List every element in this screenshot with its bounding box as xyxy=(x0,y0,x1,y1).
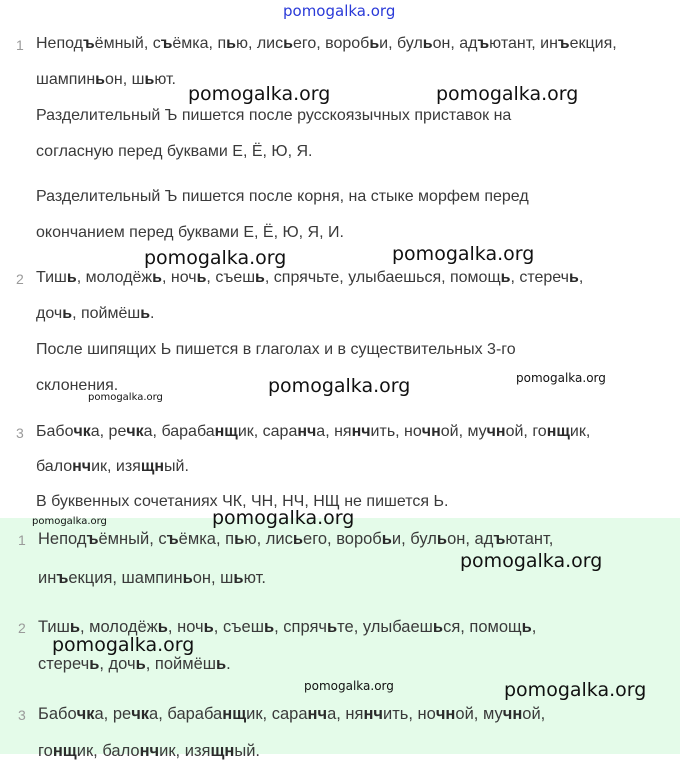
text-line: Неподъёмный, съёмка, пью, лисьего, воробьи, бульон, адъютант, инъекция, xyxy=(36,35,617,52)
item-number: 1 xyxy=(18,532,26,548)
watermark: pomogalka.org xyxy=(460,550,603,572)
text-line: стеречь, дочь, поймёшь. xyxy=(38,655,231,673)
item-number: 1 xyxy=(16,37,24,53)
text-line: Бабочка, речка, барабанщик, саранча, нянчить, ночной, мучной, xyxy=(38,705,546,723)
watermark: pomogalka.org xyxy=(144,247,287,269)
watermark: pomogalka.org xyxy=(188,83,331,105)
watermark: pomogalka.org xyxy=(52,634,195,656)
header-watermark: pomogalka.org xyxy=(283,2,396,20)
watermark: pomogalka.org xyxy=(516,371,606,385)
text-line: Неподъёмный, съёмка, пью, лисьего, воробьи, бульон, адъютант, xyxy=(38,530,554,548)
text-line: В буквенных сочетаниях ЧК, ЧН, НЧ, НЩ не пишется Ь. xyxy=(36,493,449,510)
text-line: Тишь, молодёжь, ночь, съешь, спрячьте, улыбаешься, помощь, xyxy=(38,618,537,636)
item-number: 2 xyxy=(18,620,26,636)
text-line: Тишь, молодёжь, ночь, съешь, спрячьте, улыбаешься, помощь, стеречь, xyxy=(36,269,584,286)
text-line: Разделительный Ъ пишется после русскоязычных приставок на xyxy=(36,107,512,124)
text-line: шампиньон, шьют. xyxy=(36,71,176,88)
watermark: pomogalka.org xyxy=(212,507,355,529)
text-line: Бабочка, речка, барабанщик, саранча, нянчить, ночной, мучной, гонщик, xyxy=(36,423,591,440)
watermark: pomogalka.org xyxy=(504,679,647,701)
watermark: pomogalka.org xyxy=(304,679,394,693)
text-line: гонщик, балончик, изящный. xyxy=(38,742,261,760)
item-number: 3 xyxy=(16,425,24,441)
watermark: pomogalka.org xyxy=(32,516,107,527)
text-line: инъекция, шампиньон, шьют. xyxy=(38,569,266,587)
item-number: 3 xyxy=(18,707,26,723)
text-line: склонения. xyxy=(36,377,119,394)
text-line: окончанием перед буквами Е, Ё, Ю, Я, И. xyxy=(36,224,344,241)
watermark: pomogalka.org xyxy=(268,375,411,397)
watermark: pomogalka.org xyxy=(392,243,535,265)
text-line: Разделительный Ъ пишется после корня, на стыке морфем перед xyxy=(36,188,529,205)
item-number: 2 xyxy=(16,271,24,287)
text-line: согласную перед буквами Е, Ё, Ю, Я. xyxy=(36,143,313,160)
text-line: дочь, поймёшь. xyxy=(36,305,155,322)
text-line: После шипящих Ь пишется в глаголах и в существительных 3-го xyxy=(36,341,516,358)
watermark: pomogalka.org xyxy=(436,83,579,105)
text-line: балончик, изящный. xyxy=(36,458,189,475)
watermark: pomogalka.org xyxy=(88,392,163,403)
